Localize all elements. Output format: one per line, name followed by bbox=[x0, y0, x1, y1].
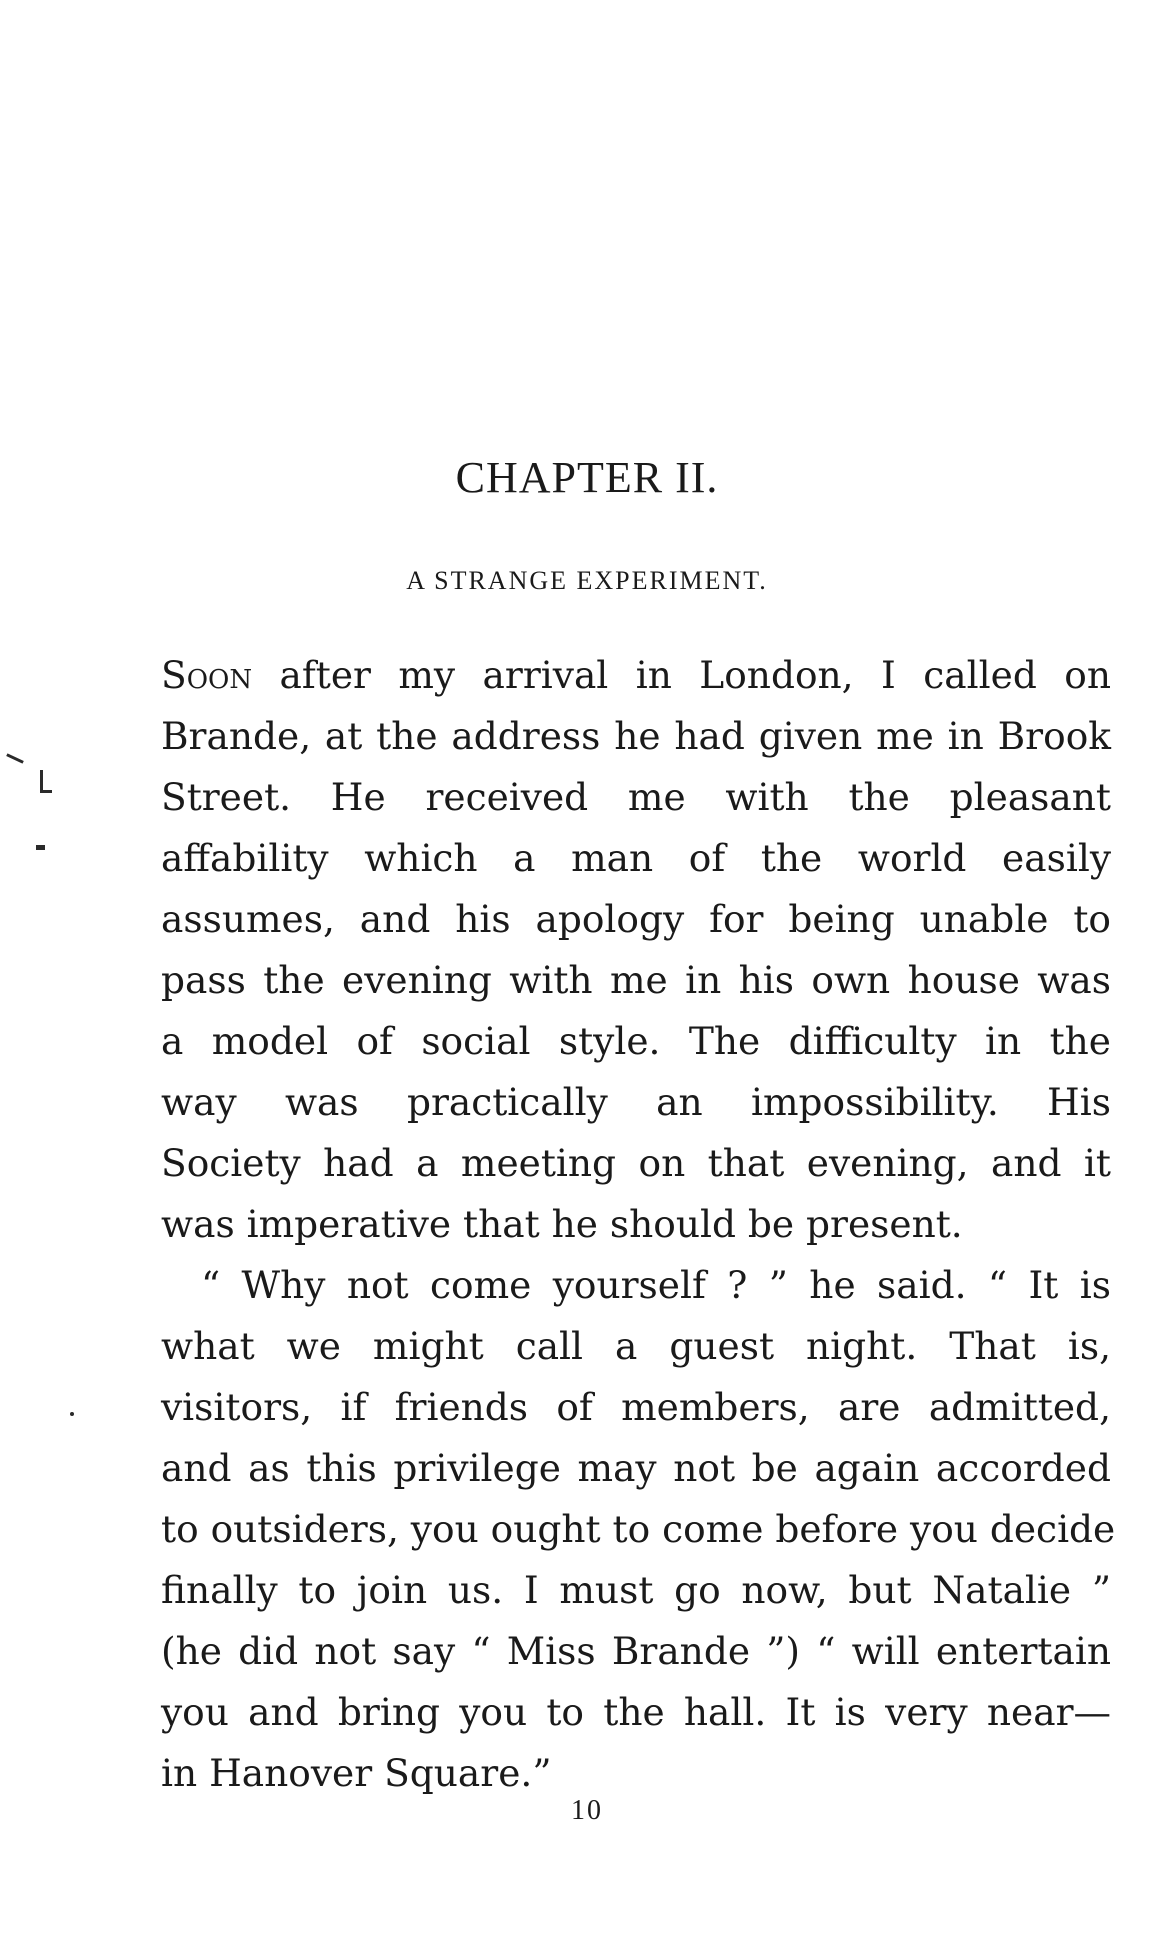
text-line: was imperative that he should be present. bbox=[161, 1202, 963, 1246]
first-line-rest: after my arrival in London, I called on bbox=[252, 653, 1111, 697]
text-line: affability which a man of the world easily bbox=[161, 836, 1111, 880]
margin-speck bbox=[70, 1412, 74, 1416]
text-line: to outsiders, you ought to come before you decide bbox=[161, 1507, 1116, 1551]
margin-speck bbox=[40, 770, 52, 793]
text-line-1 bbox=[161, 645, 1111, 706]
page-number: 10 bbox=[571, 1795, 603, 1826]
text-line: finally to join us. I must go now, but Natalie ” bbox=[161, 1568, 1111, 1612]
margin-speck bbox=[6, 753, 24, 763]
drop-smallcaps-word: Soon bbox=[161, 653, 253, 697]
text-line: a model of social style. The difficulty in the bbox=[161, 1019, 1111, 1063]
text-line: you and bring you to the hall. It is very near— bbox=[161, 1690, 1111, 1734]
margin-speck bbox=[36, 845, 45, 850]
text-line: pass the evening with me in his own house was bbox=[161, 958, 1111, 1002]
text-line: what we might call a guest night. That is, bbox=[161, 1324, 1111, 1368]
text-line: way was practically an impossibility. His bbox=[161, 1080, 1111, 1124]
text-line: visitors, if friends of members, are admitted, bbox=[161, 1385, 1111, 1429]
text-line: Street. He received me with the pleasant bbox=[161, 775, 1111, 819]
text-line: (he did not say “ Miss Brande ”) “ will entertain bbox=[161, 1629, 1111, 1673]
text-line: and as this privilege may not be again accorded bbox=[161, 1446, 1111, 1490]
text-line: Brande, at the address he had given me in Brook bbox=[161, 714, 1111, 758]
text-line: Society had a meeting on that evening, and it bbox=[161, 1141, 1111, 1185]
chapter-subtitle: A STRANGE EXPERIMENT. bbox=[406, 566, 768, 595]
text-line: assumes, and his apology for being unable to bbox=[161, 897, 1111, 941]
body-text bbox=[161, 645, 1116, 1804]
text-line: “ Why not come yourself ? ” he said. “ It is bbox=[201, 1263, 1111, 1307]
text-line: in Hanover Square.” bbox=[161, 1751, 552, 1795]
chapter-title: CHAPTER II. bbox=[455, 453, 719, 502]
